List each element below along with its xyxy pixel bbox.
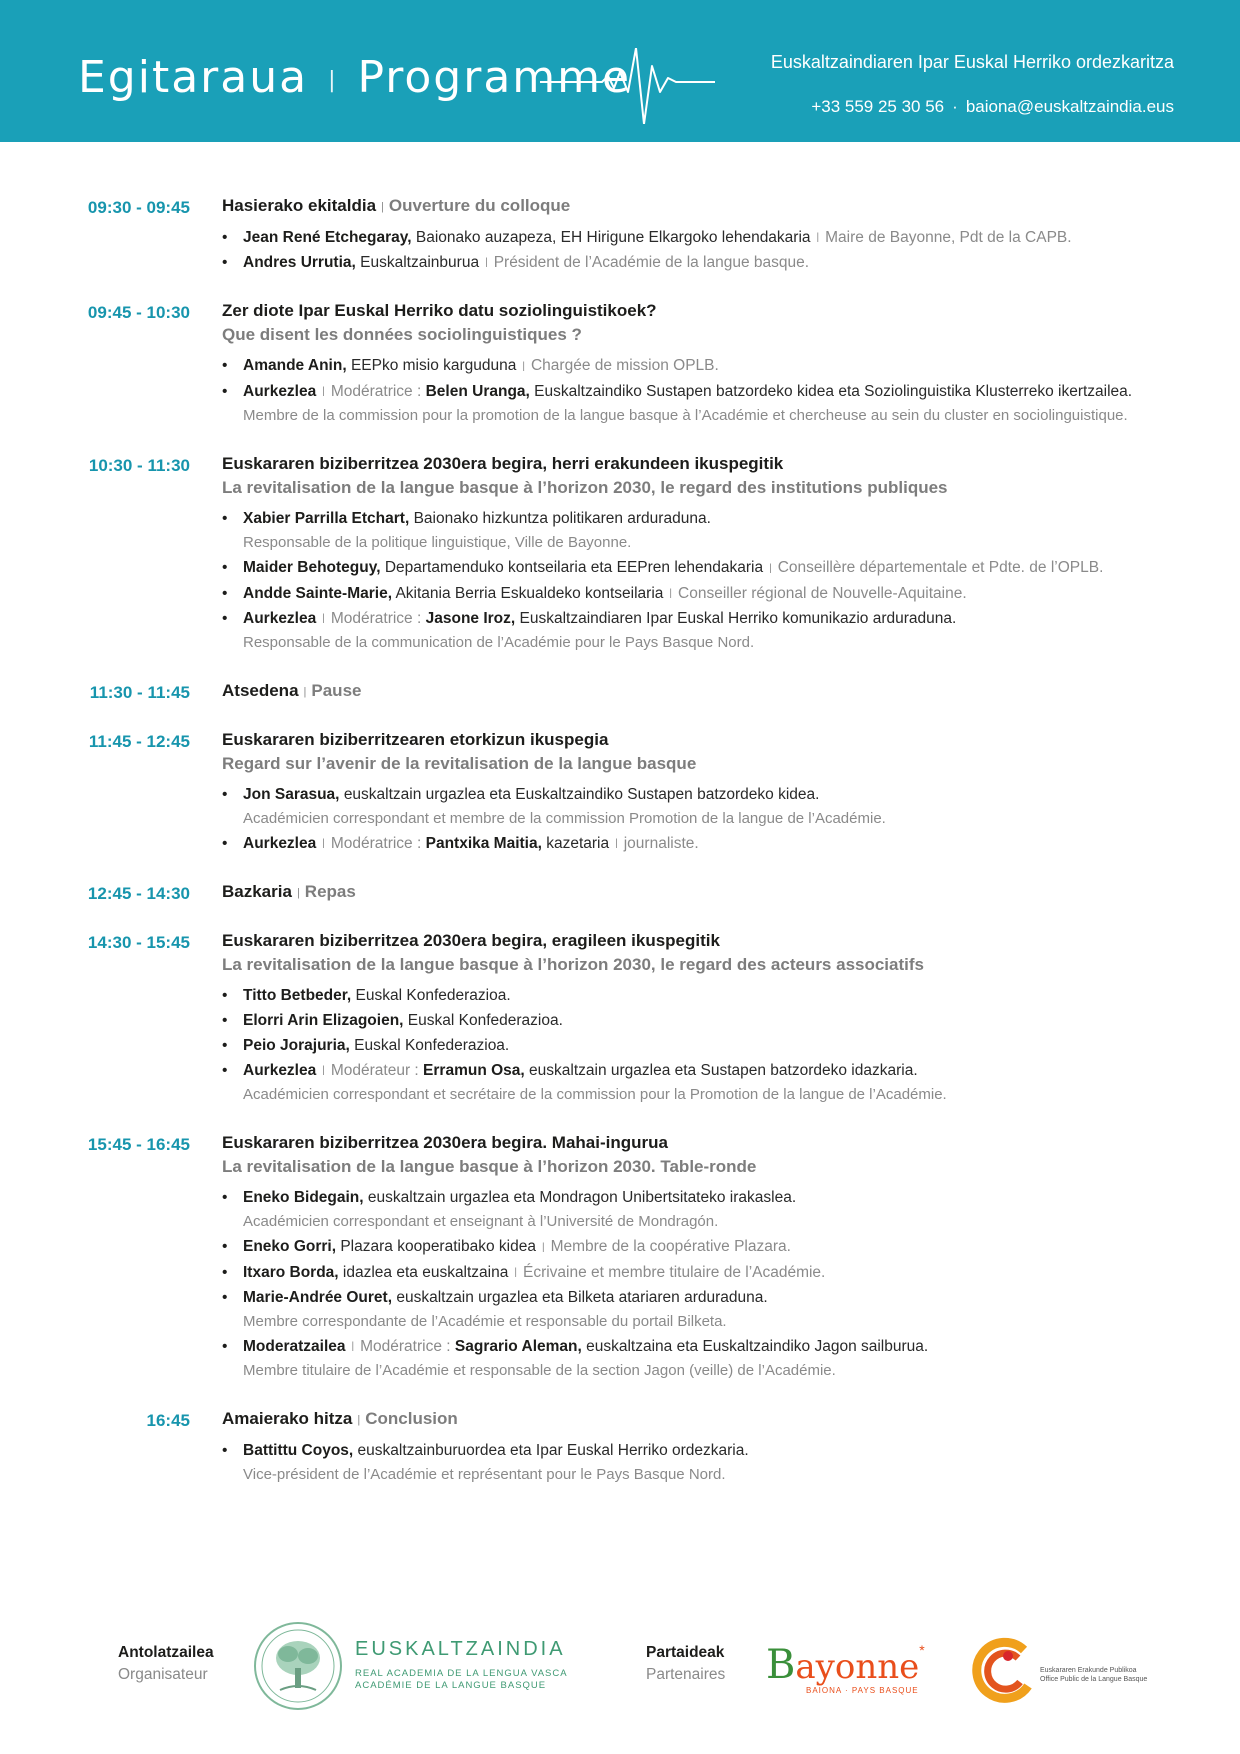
speaker-list <box>222 782 1240 856</box>
program-session <box>0 728 1240 856</box>
title-separator: | <box>357 1413 361 1426</box>
moderator-label: Aurkezlea <box>243 1061 317 1079</box>
org-logo-subtitle-spanish: REAL ACADEMIA DE LA LENGUA VASCA <box>355 1668 568 1679</box>
org-logo-name: EUSKALTZAINDIA <box>355 1638 566 1660</box>
separator: | <box>541 1241 545 1253</box>
program-session <box>0 1131 1240 1383</box>
separator: | <box>485 257 488 269</box>
separator: | <box>322 838 325 850</box>
session-title-basque: Euskararen biziberritzea 2030era begira, eragileen ikuspegitik <box>222 930 720 950</box>
session-title-french: Conclusion <box>365 1409 458 1429</box>
speaker-role: EEPko misio karguduna <box>350 357 517 375</box>
speaker-name: Eneko Bidegain, <box>243 1189 364 1207</box>
speaker-item <box>222 581 1240 606</box>
speaker-item <box>222 831 1240 856</box>
speaker-name: Sagrario Aleman, <box>454 1338 582 1356</box>
moderator-label: Aurkezlea <box>243 834 317 852</box>
organizer-label <box>118 1642 214 1686</box>
speaker-note-french: Responsable de la politique linguistique, Ville de Bayonne. <box>243 534 632 552</box>
bayonne-logo <box>766 1642 925 1695</box>
separator: | <box>322 613 325 625</box>
session-title-basque: Bazkaria <box>222 882 292 902</box>
speaker-role-french: Président de l’Académie de la langue basque. <box>493 253 810 271</box>
oplb-logo-text <box>1040 1666 1147 1684</box>
session-title-basque: Atsedena <box>222 681 299 701</box>
program-session <box>0 452 1240 655</box>
speaker-note-french: Académicien correspondant et secrétaire de la commission pour la Promotion de la langue de l’Académie. <box>243 1086 947 1104</box>
organizer-label-french: Organisateur <box>118 1666 208 1683</box>
speaker-item <box>222 606 1240 655</box>
organization-name: Euskaltzaindiaren Ipar Euskal Herriko ordezkaritza <box>770 52 1174 72</box>
speaker-name: Marie-Andrée Ouret, <box>243 1289 393 1307</box>
partners-label-french: Partenaires <box>646 1666 726 1683</box>
session-subtitle: La revitalisation de la langue basque à l’horizon 2030. Table-ronde <box>222 1157 757 1177</box>
speaker-name: Titto Betbeder, <box>243 986 352 1004</box>
program-session <box>0 1407 1240 1487</box>
speaker-item <box>222 1234 1240 1259</box>
speaker-role-french: Membre de la coopérative Plazara. <box>550 1238 791 1256</box>
session-title-basque: Euskararen biziberritzearen etorkizun ikuspegia <box>222 729 609 749</box>
header-banner <box>0 0 1240 142</box>
session-title-french: Ouverture du colloque <box>388 196 571 215</box>
org-logo-subtitle <box>355 1668 568 1692</box>
session-subtitle: La revitalisation de la langue basque à l’horizon 2030, le regard des acteurs associatifs <box>222 954 924 974</box>
speaker-item <box>222 1033 1240 1058</box>
email-address[interactable]: baiona@euskaltzaindia.eus <box>965 97 1174 116</box>
organizer-label-basque: Antolatzailea <box>118 1644 214 1661</box>
speaker-name: Andres Urrutia, <box>243 253 356 271</box>
session-title-basque: Hasierako ekitaldia <box>222 196 377 215</box>
session-title-basque: Euskararen biziberritzea 2030era begira. Mahai-ingurua <box>222 1133 668 1153</box>
title-separator: | <box>303 685 307 698</box>
speaker-item <box>222 1285 1240 1334</box>
speaker-item <box>222 225 1240 250</box>
speaker-name: Amande Anin, <box>243 357 347 375</box>
speaker-item <box>222 1008 1240 1033</box>
speaker-role: euskaltzainburuordea eta Ipar Euskal Herriko ordezkaria. <box>357 1441 749 1459</box>
separator: | <box>769 562 772 574</box>
separator: | <box>669 587 673 599</box>
euskaltzaindia-seal-icon <box>252 1620 344 1712</box>
program-session <box>0 929 1240 1107</box>
session-title <box>222 1407 1240 1432</box>
speaker-role-french: journaliste. <box>623 834 699 852</box>
speaker-item <box>222 506 1240 555</box>
speaker-list <box>222 1438 1240 1487</box>
speaker-list <box>222 1185 1240 1383</box>
speaker-role: idazlea eta euskaltzaina <box>342 1263 509 1281</box>
session-subtitle: Regard sur l’avenir de la revitalisation de la langue basque <box>222 753 697 773</box>
title-french: Programme <box>357 52 632 103</box>
program-list <box>0 192 1240 1487</box>
speaker-role: Plazara kooperatibako kidea <box>340 1238 536 1256</box>
session-title <box>222 929 1240 953</box>
session-time: 10:30 - 11:30 <box>88 456 190 476</box>
session-title <box>222 452 1240 476</box>
speaker-name: Itxaro Borda, <box>243 1263 339 1281</box>
speaker-role: euskaltzain urgazlea eta Mondragon Unibertsitateko irakaslea. <box>367 1189 797 1207</box>
speaker-role: Euskaltzaindiko Sustapen batzordeko kidea eta Soziolinguistika Klusterreko ikertzailea. <box>534 382 1133 400</box>
speaker-name: Erramun Osa, <box>423 1061 525 1079</box>
speaker-role: Akitania Berria Eskualdeko kontseilaria <box>395 584 664 602</box>
session-time: 11:30 - 11:45 <box>89 683 190 703</box>
separator: | <box>351 1341 355 1353</box>
speaker-role: euskaltzain urgazlea eta Bilketa atariaren arduraduna. <box>396 1289 768 1307</box>
moderator-label-french: Modératrice : <box>330 382 422 400</box>
speaker-role-french: Conseillère départementale et Pdte. de l’OPLB. <box>777 559 1104 577</box>
partners-label-basque: Partaideak <box>646 1644 725 1661</box>
speaker-name: Jasone Iroz, <box>425 609 516 627</box>
speaker-role: Euskaltzaindiaren Ipar Euskal Herriko komunikazio arduraduna. <box>519 609 957 627</box>
speaker-role-french: Écrivaine et membre titulaire de l’Académie. <box>522 1263 826 1281</box>
speaker-name: Eneko Gorri, <box>243 1238 337 1256</box>
bayonne-logo-initial: B <box>766 1642 796 1688</box>
session-title-french: Pause <box>311 681 362 701</box>
speaker-role: euskaltzain urgazlea eta Sustapen batzordeko idazkaria. <box>529 1061 918 1079</box>
partners-label <box>646 1642 725 1686</box>
program-session <box>0 194 1240 275</box>
moderator-label-french: Modératrice : <box>330 609 422 627</box>
speaker-name: Peio Jorajuria, <box>243 1036 350 1054</box>
speaker-note-french: Académicien correspondant et membre de la commission Promotion de la langue de l’Académie. <box>243 809 886 827</box>
program-session <box>0 880 1240 905</box>
speaker-role-french: Maire de Bayonne, Pdt de la CAPB. <box>825 228 1072 246</box>
speaker-role: euskaltzaina eta Euskaltzaindiko Jagon sailburua. <box>586 1338 929 1356</box>
speaker-item <box>222 250 1240 275</box>
speaker-role: Euskal Konfederazioa. <box>354 1036 510 1054</box>
session-title <box>222 1131 1240 1155</box>
speaker-note-french: Membre de la commission pour la promotion de la langue basque à l’Académie et chercheuse au sein du cluster en sociolinguistique. <box>243 407 1128 425</box>
bayonne-star-icon: * <box>919 1642 925 1658</box>
separator: | <box>322 1065 325 1077</box>
speaker-item <box>222 1334 1240 1383</box>
speaker-list <box>222 983 1240 1107</box>
bayonne-logo-subtitle: BAIONA · PAYS BASQUE <box>806 1686 919 1695</box>
speaker-item <box>222 1058 1240 1107</box>
speaker-role: Euskaltzainburua <box>360 253 480 271</box>
oplb-logo-icon <box>970 1636 1040 1706</box>
speaker-list <box>222 506 1240 655</box>
speaker-name: Jean René Etchegaray, <box>243 228 412 246</box>
session-time: 09:30 - 09:45 <box>87 198 190 217</box>
speaker-item <box>222 555 1240 580</box>
speaker-role: Euskal Konfederazioa. <box>407 1011 563 1029</box>
session-time: 11:45 - 12:45 <box>88 731 190 751</box>
separator: | <box>615 838 618 850</box>
session-time: 12:45 - 14:30 <box>87 884 190 904</box>
speaker-item <box>222 1185 1240 1234</box>
separator: | <box>514 1267 517 1279</box>
session-title <box>222 679 1240 704</box>
speaker-list <box>222 353 1240 428</box>
speaker-list <box>222 225 1240 276</box>
session-subtitle: La revitalisation de la langue basque à l’horizon 2030, le regard des institutions publiques <box>222 478 948 498</box>
session-title <box>222 299 1240 323</box>
speaker-name: Maider Behoteguy, <box>243 559 381 577</box>
speaker-role-french: Conseiller régional de Nouvelle-Aquitaine. <box>678 584 967 602</box>
speaker-role: Baionako hizkuntza politikaren arduraduna. <box>413 510 711 528</box>
speaker-note-french: Vice-président de l’Académie et représentant pour le Pays Basque Nord. <box>243 1465 726 1483</box>
speaker-item <box>222 353 1240 378</box>
speaker-note-french: Membre correspondante de l’Académie et responsable du portail Bilketa. <box>243 1313 727 1331</box>
speaker-role: kazetaria <box>546 834 610 852</box>
speaker-role: Euskal Konfederazioa. <box>355 986 511 1004</box>
session-title-basque: Amaierako hitza <box>222 1409 353 1429</box>
session-title-basque: Zer diote Ipar Euskal Herriko datu soziolinguistikoek? <box>222 301 657 321</box>
moderator-label-french: Modératrice : <box>360 1338 451 1356</box>
contact-info: +33 559 25 30 56 · baiona@euskaltzaindia.eus <box>811 97 1174 116</box>
session-time: 14:30 - 15:45 <box>87 932 190 952</box>
speaker-note-french: Membre titulaire de l’Académie et responsable de la section Jagon (veille) de l’Académie. <box>243 1362 836 1380</box>
speaker-name: Xabier Parrilla Etchart, <box>243 510 410 528</box>
moderator-label: Aurkezlea <box>243 609 317 627</box>
speaker-name: Belen Uranga, <box>425 382 530 400</box>
session-subtitle: Que disent les données sociolinguistiques ? <box>222 325 582 345</box>
speaker-role: Baionako auzapeza, EH Hirigune Elkargoko lehendakaria <box>415 228 811 246</box>
moderator-label: Moderatzailea <box>243 1338 346 1356</box>
speaker-role-french: Chargée de mission OPLB. <box>530 357 719 375</box>
phone-number: +33 559 25 30 56 <box>811 97 945 116</box>
session-time: 16:45 <box>146 1411 190 1431</box>
speaker-name: Battittu Coyos, <box>243 1441 354 1459</box>
session-title <box>222 194 1240 219</box>
speaker-role: Departamenduko kontseilaria eta EEPren lehendakaria <box>384 559 764 577</box>
moderator-label-french: Modérateur : <box>330 1061 419 1079</box>
title-basque: Egitaraua <box>78 52 309 103</box>
speaker-name: Jon Sarasua, <box>243 785 340 803</box>
title-separator: | <box>296 886 300 899</box>
speaker-item <box>222 1260 1240 1285</box>
title-separator: | <box>381 200 384 213</box>
speaker-name: Pantxika Maitia, <box>425 834 542 852</box>
program-session <box>0 299 1240 428</box>
speaker-item <box>222 379 1240 428</box>
moderator-label-french: Modératrice : <box>330 834 422 852</box>
heartbeat-line-icon <box>540 48 715 124</box>
speaker-item <box>222 983 1240 1008</box>
session-title-basque: Euskararen biziberritzea 2030era begira, herri erakundeen ikuspegitik <box>222 454 784 474</box>
session-time: 15:45 - 16:45 <box>87 1135 190 1155</box>
separator: | <box>522 360 525 372</box>
speaker-note-french: Académicien correspondant et enseignant à l’Université de Mondragón. <box>243 1213 719 1231</box>
speaker-item <box>222 782 1240 831</box>
title-separator: | <box>328 67 338 93</box>
program-session <box>0 679 1240 704</box>
oplb-logo-line-basque: Euskararen Erakunde Publikoa <box>1040 1667 1137 1674</box>
session-title-french: Repas <box>304 882 356 902</box>
moderator-label: Aurkezlea <box>243 382 317 400</box>
speaker-note-french: Responsable de la communication de l’Académie pour le Pays Basque Nord. <box>243 634 755 652</box>
speaker-name: Elorri Arin Elizagoien, <box>243 1011 404 1029</box>
oplb-logo-line-french: Office Public de la Langue Basque <box>1040 1676 1148 1683</box>
separator: | <box>816 231 820 243</box>
speaker-item <box>222 1438 1240 1487</box>
session-title <box>222 728 1240 752</box>
separator: | <box>322 386 325 398</box>
session-title <box>222 880 1240 905</box>
speaker-role: euskaltzain urgazlea eta Euskaltzaindiko Sustapen batzordeko kidea. <box>343 785 820 803</box>
bayonne-logo-rest: ayonne <box>795 1647 920 1687</box>
org-logo-subtitle-french: ACADÉMIE DE LA LANGUE BASQUE <box>355 1680 547 1691</box>
speaker-name: Andde Sainte-Marie, <box>243 584 392 602</box>
session-time: 09:45 - 10:30 <box>87 303 190 323</box>
